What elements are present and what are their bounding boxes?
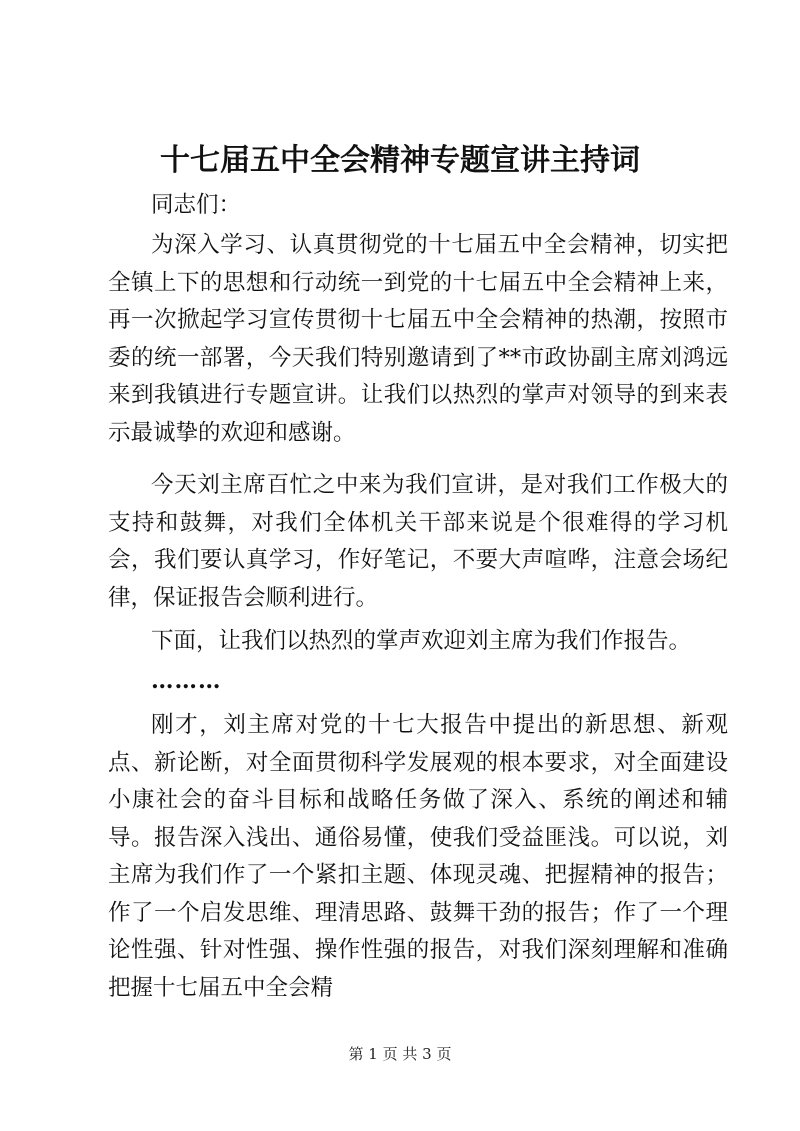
ellipsis-line: ……… — [151, 668, 222, 694]
page-footer: 第 1 页 共 3 页 — [348, 1045, 452, 1063]
paragraph-1: 为深入学习、认真贯彻党的十七届五中全会精神，切实把全镇上下的思想和行动统一到党的十七届五中全会精神上来，再一次掀起学习宣传贯彻十七届五中全会精神的热潮，按照市委的统一部署，今天我们特别邀请到了**市政协副主席刘鸿远来到我镇进行专题宣讲。让我们以热烈的掌声对领导的到来表示最诚挚的欢迎和感谢。 — [108, 232, 728, 446]
document-title: 十七届五中全会精神专题宣讲主持词 — [160, 143, 640, 178]
greeting-text: 同志们： — [151, 192, 242, 218]
paragraph-3: 下面，让我们以热烈的掌声欢迎刘主席为我们作报告。 — [151, 628, 692, 654]
paragraph-2: 今天刘主席百忙之中来为我们宣讲，是对我们工作极大的支持和鼓舞，对我们全体机关干部来说是个很难得的学习机会，我们要认真学习，作好笔记，不要大声喧哗，注意会场纪律，保证报告会顺利进行。 — [108, 472, 728, 611]
paragraph-4: 刚才，刘主席对党的十七大报告中提出的新思想、新观点、新论断，对全面贯彻科学发展观的根本要求，对全面建设小康社会的奋斗目标和战略任务做了深入、系统的阐述和辅导。报告深入浅出、通俗易懂，使我们受益匪浅。可以说，刘主席为我们作了一个紧扣主题、体现灵魂、把握精神的报告；作了一个启发思维、理清思路、鼓舞干劲的报告；作了一个理论性强、针对性强、操作性强的报告，对我们深刻理解和准确把握十七届五中全会精 — [108, 712, 728, 1001]
